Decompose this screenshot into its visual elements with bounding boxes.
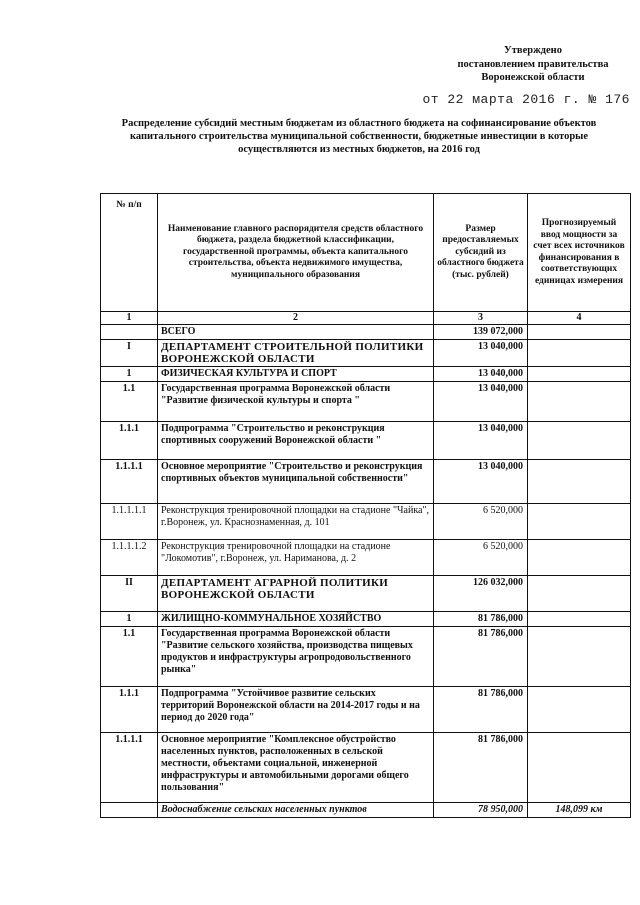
approval-line-1: Утверждено — [504, 45, 562, 56]
row-number: 1.1.1.1.2 — [101, 540, 158, 576]
row-amount: 13 040,000 — [434, 460, 528, 504]
row-name: Основное мероприятие "Строительство и реконструкция спортивных объектов муниципальной собственности" — [158, 460, 434, 504]
table-row — [101, 540, 631, 576]
row-number — [101, 803, 158, 818]
row-amount: 6 520,000 — [434, 540, 528, 576]
row-capacity — [528, 382, 631, 422]
header-capacity: Прогнозируемый ввод мощности за счет всех источников финансирования в соответствующих единицах измерения — [528, 194, 631, 312]
table-row — [101, 627, 631, 687]
row-number — [101, 325, 158, 340]
table-row — [101, 504, 631, 540]
row-name: ВСЕГО — [158, 325, 434, 340]
row-name: Основное мероприятие "Комплексное обустройство населенных пунктов, расположенных в сельской местности, объектами социальной, инженерной инфраструктуры и автомобильными дорогами общего пользования" — [158, 733, 434, 803]
row-name: ФИЗИЧЕСКАЯ КУЛЬТУРА И СПОРТ — [158, 367, 434, 382]
row-name: Реконструкция тренировочной площадки на стадионе "Локомотив", г.Воронеж, ул. Нариманова, д. 2 — [158, 540, 434, 576]
header-amount: Размер предоставляемых субсидий из областного бюджета (тыс. рублей) — [434, 194, 528, 312]
row-capacity — [528, 576, 631, 612]
row-capacity — [528, 367, 631, 382]
row-amount: 6 520,000 — [434, 504, 528, 540]
row-capacity — [528, 504, 631, 540]
row-amount: 126 032,000 — [434, 576, 528, 612]
column-index: 2 — [158, 312, 434, 325]
column-index: 3 — [434, 312, 528, 325]
row-capacity — [528, 460, 631, 504]
row-amount: 78 950,000 — [434, 803, 528, 818]
column-index: 1 — [101, 312, 158, 325]
decree-date-number: от 22 марта 2016 г. № 176 — [422, 92, 630, 107]
row-name: Реконструкция тренировочной площадки на стадионе "Чайка", г.Воронеж, ул. Краснознаменная, д. 101 — [158, 504, 434, 540]
row-name: Государственная программа Воронежской области "Развитие сельского хозяйства, производства пищевых продуктов и инфраструктуры агропродовольственного рынка" — [158, 627, 434, 687]
row-amount: 13 040,000 — [434, 422, 528, 460]
row-name: Подпрограмма "Строительство и реконструкция спортивных сооружений Воронежской области " — [158, 422, 434, 460]
table-row — [101, 576, 631, 612]
row-amount: 13 040,000 — [434, 382, 528, 422]
row-capacity — [528, 540, 631, 576]
row-capacity — [528, 422, 631, 460]
row-amount: 139 072,000 — [434, 325, 528, 340]
row-capacity — [528, 733, 631, 803]
row-number: 1.1 — [101, 382, 158, 422]
table-row — [101, 612, 631, 627]
header-name: Наименование главного распорядителя средств областного бюджета, раздела бюджетной классификации, государственной программы, объекта капитального строительства, объекта недвижимого имущества, муниципального образования — [158, 194, 434, 312]
row-capacity — [528, 612, 631, 627]
row-capacity — [528, 325, 631, 340]
table-row — [101, 382, 631, 422]
row-number: 1.1.1.1 — [101, 733, 158, 803]
row-name: Государственная программа Воронежской области "Развитие физической культуры и спорта " — [158, 382, 434, 422]
row-number: 1.1.1 — [101, 422, 158, 460]
approval-stamp — [438, 44, 628, 85]
row-number: II — [101, 576, 158, 612]
document-title: Распределение субсидий местным бюджетам из областного бюджета на софинансирование объектов капитального строительства муниципальной собственности, бюджетные инвестиции в которые осуществляются из местных бюджетов, на 2016 год — [121, 118, 597, 155]
row-name: ЖИЛИЩНО-КОММУНАЛЬНОЕ ХОЗЯЙСТВО — [158, 612, 434, 627]
approval-line-3: Воронежской области — [481, 72, 585, 83]
table-row — [101, 340, 631, 367]
table-row — [101, 367, 631, 382]
row-number: 1.1.1 — [101, 687, 158, 733]
row-number: I — [101, 340, 158, 367]
row-number: 1 — [101, 367, 158, 382]
row-amount: 81 786,000 — [434, 687, 528, 733]
row-number: 1.1 — [101, 627, 158, 687]
row-capacity — [528, 627, 631, 687]
row-number: 1.1.1.1.1 — [101, 504, 158, 540]
row-amount: 81 786,000 — [434, 612, 528, 627]
column-index-row — [101, 312, 631, 325]
row-capacity — [528, 687, 631, 733]
column-index: 4 — [528, 312, 631, 325]
table-row — [101, 803, 631, 818]
row-capacity: 148,099 км — [528, 803, 631, 818]
row-amount: 13 040,000 — [434, 340, 528, 367]
table-row — [101, 422, 631, 460]
table-row — [101, 460, 631, 504]
header-number: № п/п — [101, 194, 158, 312]
table-row — [101, 687, 631, 733]
row-name: Водоснабжение сельских населенных пунктов — [158, 803, 434, 818]
row-amount: 81 786,000 — [434, 627, 528, 687]
approval-line-2: постановлением правительства — [457, 58, 609, 70]
table-header-row — [101, 194, 631, 312]
subsidy-table — [100, 193, 631, 818]
row-number: 1 — [101, 612, 158, 627]
row-amount: 13 040,000 — [434, 367, 528, 382]
table-row — [101, 325, 631, 340]
row-name: ДЕПАРТАМЕНТ АГРАРНОЙ ПОЛИТИКИ ВОРОНЕЖСКОЙ ОБЛАСТИ — [158, 576, 434, 612]
row-number: 1.1.1.1 — [101, 460, 158, 504]
row-capacity — [528, 340, 631, 367]
table-row — [101, 733, 631, 803]
row-name: Подпрограмма "Устойчивое развитие сельских территорий Воронежской области на 2014-2017 годы и на период до 2020 года" — [158, 687, 434, 733]
row-name: ДЕПАРТАМЕНТ СТРОИТЕЛЬНОЙ ПОЛИТИКИ ВОРОНЕЖСКОЙ ОБЛАСТИ — [158, 340, 434, 367]
row-amount: 81 786,000 — [434, 733, 528, 803]
